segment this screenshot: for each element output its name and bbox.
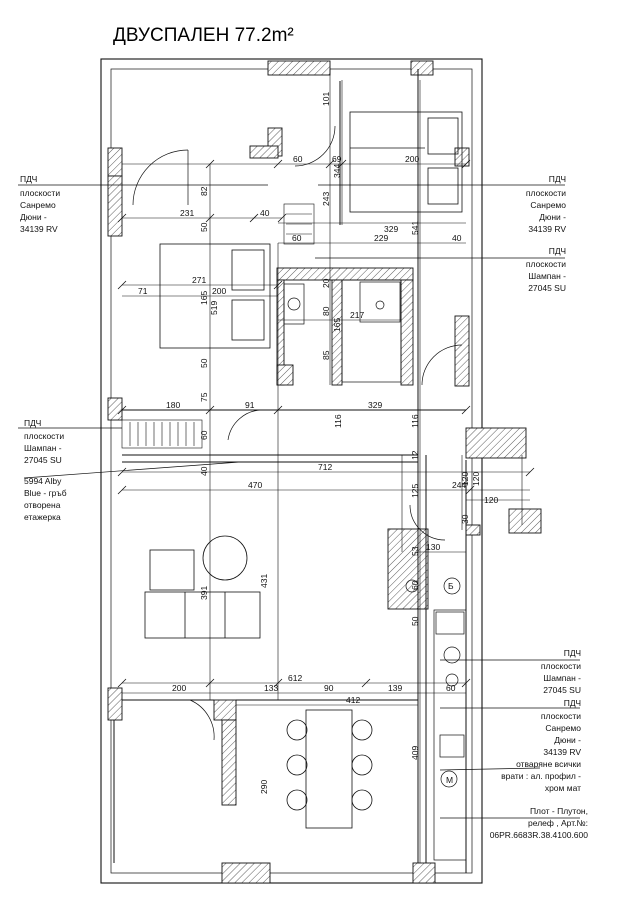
dim-label: 60	[293, 154, 303, 164]
dim-label: 712	[318, 462, 333, 472]
svg-text:плоскости: плоскости	[525, 259, 566, 269]
annotation-right-3	[541, 648, 581, 695]
dim-label: 612	[288, 673, 303, 683]
dim-label: 165	[332, 317, 342, 332]
dim-label: 60	[446, 683, 456, 693]
svg-text:27045 SU: 27045 SU	[543, 685, 581, 695]
svg-text:ПДЧ: ПДЧ	[548, 174, 566, 184]
svg-text:Дюни -: Дюни -	[554, 735, 581, 745]
dim-label: 40	[260, 208, 270, 218]
dim-label: 470	[248, 480, 263, 490]
dim-label: 217	[350, 310, 365, 320]
dimension-labels	[138, 92, 498, 794]
dim-label: 82	[199, 186, 209, 196]
dim-label: 116	[410, 414, 420, 428]
dimension-ticks	[118, 160, 534, 687]
svg-text:Шампан -: Шампан -	[543, 673, 581, 683]
svg-text:ПДЧ: ПДЧ	[563, 648, 581, 658]
annotation-right-4	[501, 698, 581, 793]
dim-label: 80	[321, 306, 331, 316]
svg-text:Дюни -: Дюни -	[539, 212, 566, 222]
annotation-right-1	[526, 174, 566, 234]
svg-text:Шампан -: Шампан -	[24, 443, 62, 453]
dim-label: 101	[321, 91, 331, 106]
svg-text:етажерка: етажерка	[24, 512, 61, 522]
svg-text:хром мат: хром мат	[544, 783, 581, 793]
dim-label: 60	[199, 430, 209, 440]
dim-label: 50	[199, 358, 209, 368]
svg-text:27045 SU: 27045 SU	[528, 283, 566, 293]
svg-text:отваряне всички: отваряне всички	[516, 759, 581, 769]
svg-text:Санремо: Санремо	[530, 200, 566, 210]
svg-text:ПДЧ: ПДЧ	[24, 418, 42, 428]
svg-text:Санремо: Санремо	[20, 200, 56, 210]
dim-label: 412	[346, 695, 361, 705]
dim-label: 200	[172, 683, 187, 693]
svg-text:34139 RV: 34139 RV	[528, 224, 566, 234]
dim-label: 120	[471, 471, 481, 486]
svg-text:врати : ал. профил -: врати : ал. профил -	[501, 771, 581, 781]
hob-icon: M	[446, 775, 454, 785]
dim-label: 231	[180, 208, 195, 218]
dim-label: 130	[426, 542, 441, 552]
dim-label: 69	[332, 154, 342, 164]
dim-label: 133	[264, 683, 279, 693]
svg-text:плоскости: плоскости	[540, 711, 581, 721]
dim-label: 53	[410, 546, 420, 556]
dim-label: 409	[410, 745, 420, 760]
annotation-left-3	[24, 476, 67, 522]
dim-label: 116	[333, 414, 343, 428]
dim-label: 30	[460, 514, 470, 524]
dim-label: 90	[324, 683, 334, 693]
wardrobe-shelves	[122, 204, 314, 448]
dim-label: 71	[138, 286, 148, 296]
svg-text:06PR.6683R.38.4100.600: 06PR.6683R.38.4100.600	[489, 830, 588, 840]
dim-label: 329	[384, 224, 399, 234]
dim-label: 391	[199, 585, 209, 600]
plan-title: ДВУСПАЛЕН 77.2m²	[113, 25, 294, 46]
dim-label: 243	[321, 191, 331, 206]
svg-text:ПДЧ: ПДЧ	[20, 174, 38, 184]
dim-label: 290	[259, 779, 269, 794]
dim-label: 125	[410, 483, 420, 498]
dim-label: 120	[484, 495, 499, 505]
dim-label: 20	[321, 278, 331, 288]
dim-label: 180	[166, 400, 181, 410]
dim-label: 40	[199, 466, 209, 476]
svg-text:Санремо: Санремо	[545, 723, 581, 733]
dim-label: 200	[212, 286, 227, 296]
dim-label: 120	[460, 471, 470, 486]
svg-text:Плот - Плутон,: Плот - Плутон,	[529, 806, 588, 816]
dim-label: 85	[321, 350, 331, 360]
svg-text:плоскости: плоскости	[525, 188, 566, 198]
dim-label: 40	[452, 233, 462, 243]
svg-text:Шампан -: Шампан -	[528, 271, 566, 281]
svg-text:релеф , Арт.№:: релеф , Арт.№:	[528, 818, 588, 828]
annotation-right-5	[490, 806, 589, 840]
dim-label: 200	[405, 154, 420, 164]
dim-label: 139	[388, 683, 403, 693]
dining-table	[287, 710, 372, 828]
svg-text:отворена: отворена	[24, 500, 61, 510]
svg-text:27045 SU: 27045 SU	[24, 455, 62, 465]
annotation-left-1	[20, 174, 60, 234]
dim-label: 50	[199, 222, 209, 232]
svg-text:Blue - гръб: Blue - гръб	[24, 488, 67, 498]
dim-label: 91	[245, 400, 255, 410]
svg-text:плоскости: плоскости	[20, 188, 61, 198]
svg-text:плоскости: плоскости	[24, 431, 65, 441]
dim-label: 165	[199, 290, 209, 305]
dim-label: 329	[368, 400, 383, 410]
annotation-right-2	[526, 246, 566, 293]
svg-text:плоскости: плоскости	[540, 661, 581, 671]
outer-walls	[101, 59, 482, 883]
svg-text:ПДЧ: ПДЧ	[563, 698, 581, 708]
svg-text:Дюни -: Дюни -	[20, 212, 47, 222]
dim-label: 12	[410, 450, 420, 460]
dim-label: 229	[374, 233, 389, 243]
svg-text:34139 RV: 34139 RV	[20, 224, 58, 234]
dim-label: 344	[332, 163, 342, 178]
dim-label: 519	[209, 300, 219, 315]
dim-label: 60	[292, 233, 302, 243]
dim-label: 60	[410, 580, 420, 590]
bathroom	[284, 280, 401, 382]
dim-label: 244	[452, 480, 467, 490]
dim-label: 271	[192, 275, 207, 285]
dim-label: 541	[410, 220, 420, 235]
svg-text:34139 RV: 34139 RV	[543, 747, 581, 757]
dim-label: 75	[199, 392, 209, 402]
svg-text:ПДЧ: ПДЧ	[548, 246, 566, 256]
svg-text:5994 Alby: 5994 Alby	[24, 476, 62, 486]
annotation-left-2	[24, 418, 64, 465]
sink-icon: Б	[448, 581, 454, 591]
dim-label: 50	[410, 616, 420, 626]
dim-label: 431	[259, 573, 269, 588]
